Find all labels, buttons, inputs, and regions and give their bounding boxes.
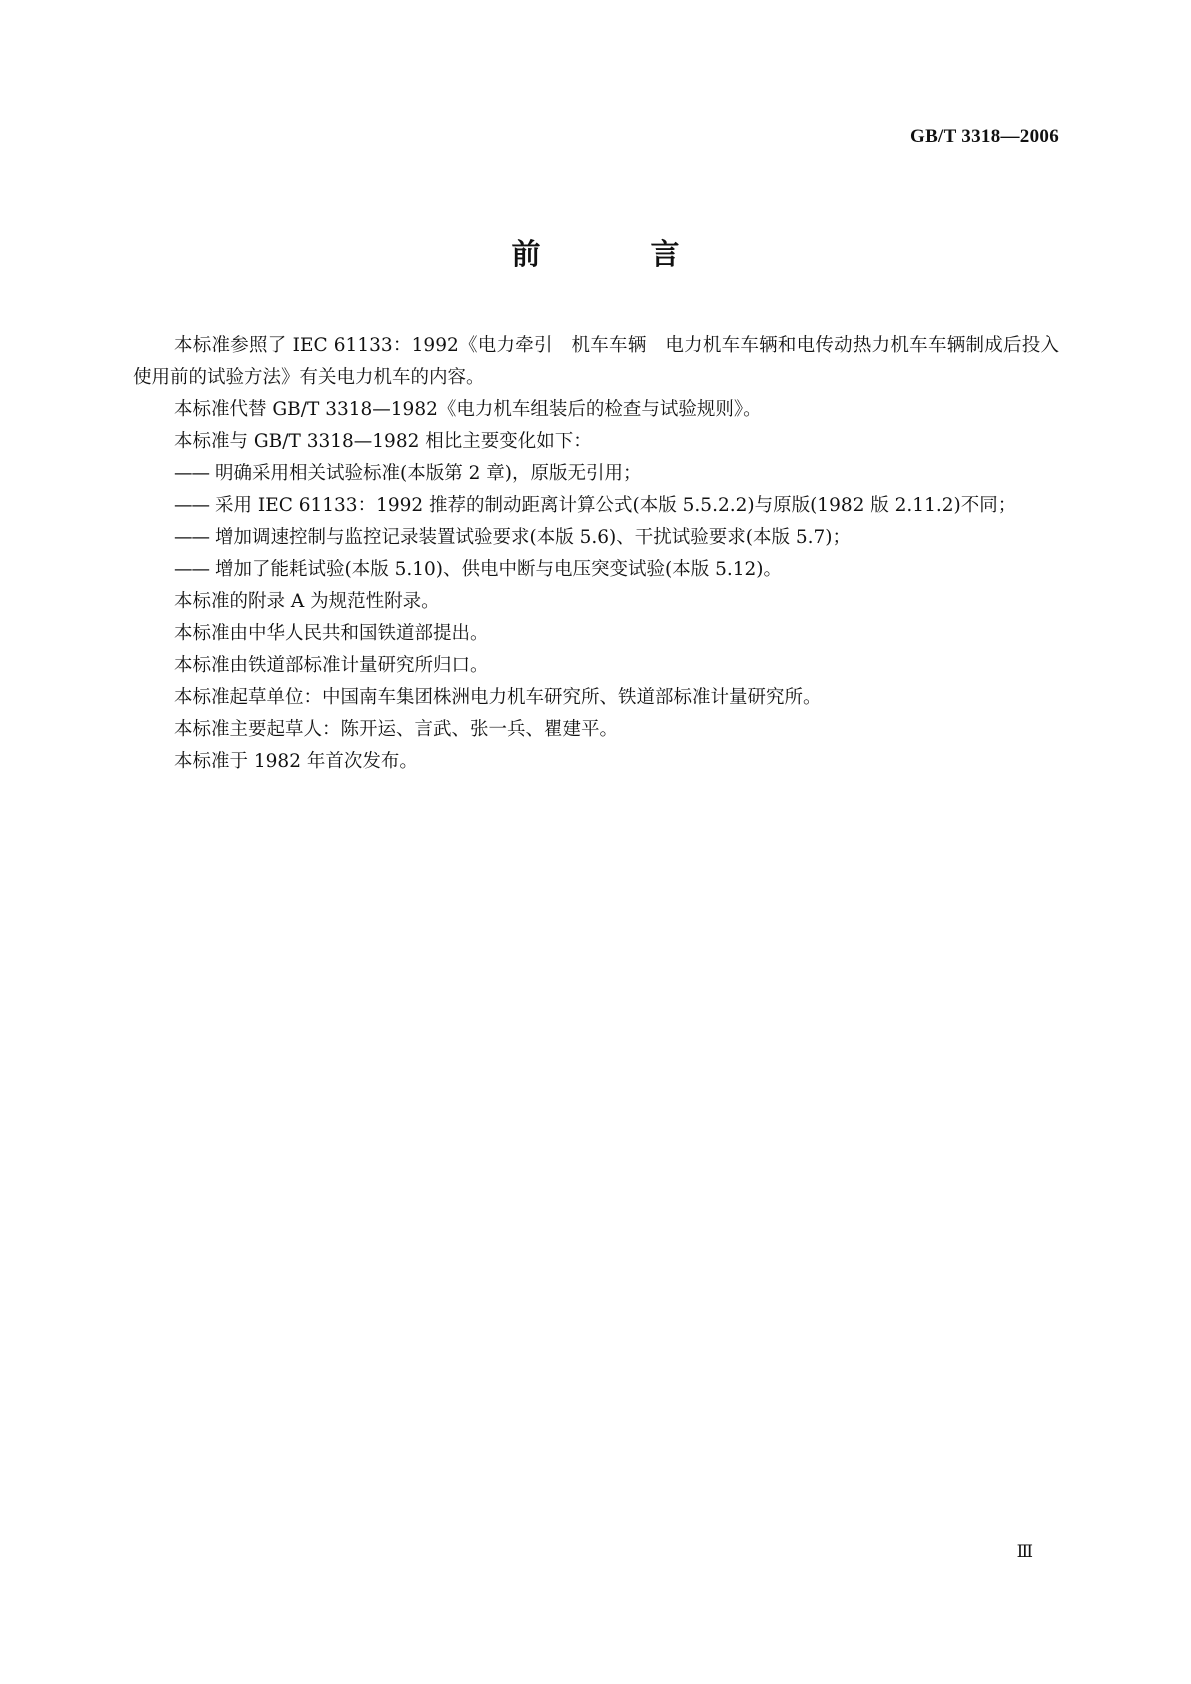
paragraph: 本标准由铁道部标准计量研究所归口。 bbox=[174, 655, 489, 676]
standard-code: GB/T 3318—2006 bbox=[909, 126, 1059, 147]
foreword-body bbox=[133, 330, 1059, 778]
paragraph: 本标准的附录 A 为规范性附录。 bbox=[174, 591, 440, 612]
list-dash: —— bbox=[174, 495, 209, 516]
list-item bbox=[133, 458, 1059, 490]
list-item bbox=[133, 522, 1059, 554]
paragraph: 本标准由中华人民共和国铁道部提出。 bbox=[174, 623, 489, 644]
paragraph: 本标准代替 GB/T 3318—1982《电力机车组装后的检查与试验规则》。 bbox=[174, 399, 762, 420]
page-number: Ⅲ bbox=[1016, 1542, 1033, 1561]
list-item-text: 采用 IEC 61133：1992 推荐的制动距离计算公式(本版 5.5.2.2)与原版(1982 版 2.11.2)不同； bbox=[215, 495, 1017, 516]
list-item bbox=[133, 554, 1059, 586]
paragraph: 本标准主要起草人：陈开运、言武、张一兵、瞿建平。 bbox=[174, 719, 619, 740]
list-item bbox=[133, 490, 1059, 522]
list-dash: —— bbox=[174, 463, 209, 484]
paragraph: 本标准与 GB/T 3318—1982 相比主要变化如下： bbox=[174, 431, 592, 452]
list-item-text: 增加调速控制与监控记录装置试验要求(本版 5.6)、干扰试验要求(本版 5.7)； bbox=[215, 527, 851, 548]
paragraph: 本标准于 1982 年首次发布。 bbox=[174, 751, 418, 772]
list-item-text: 明确采用相关试验标准(本版第 2 章)，原版无引用； bbox=[215, 463, 642, 484]
paragraph: 本标准起草单位：中国南车集团株洲电力机车研究所、铁道部标准计量研究所。 bbox=[174, 687, 822, 708]
list-item-text: 增加了能耗试验(本版 5.10)、供电中断与电压突变试验(本版 5.12)。 bbox=[215, 559, 783, 580]
page-title: 前 言 bbox=[511, 237, 730, 271]
paragraph: 本标准参照了 IEC 61133：1992《电力牵引 机车车辆 电力机车车辆和电传动热力机车车辆制成后投入使用前的试验方法》有关电力机车的内容。 bbox=[133, 335, 1059, 388]
list-dash: —— bbox=[174, 559, 209, 580]
changes-list bbox=[133, 458, 1059, 586]
list-dash: —— bbox=[174, 527, 209, 548]
